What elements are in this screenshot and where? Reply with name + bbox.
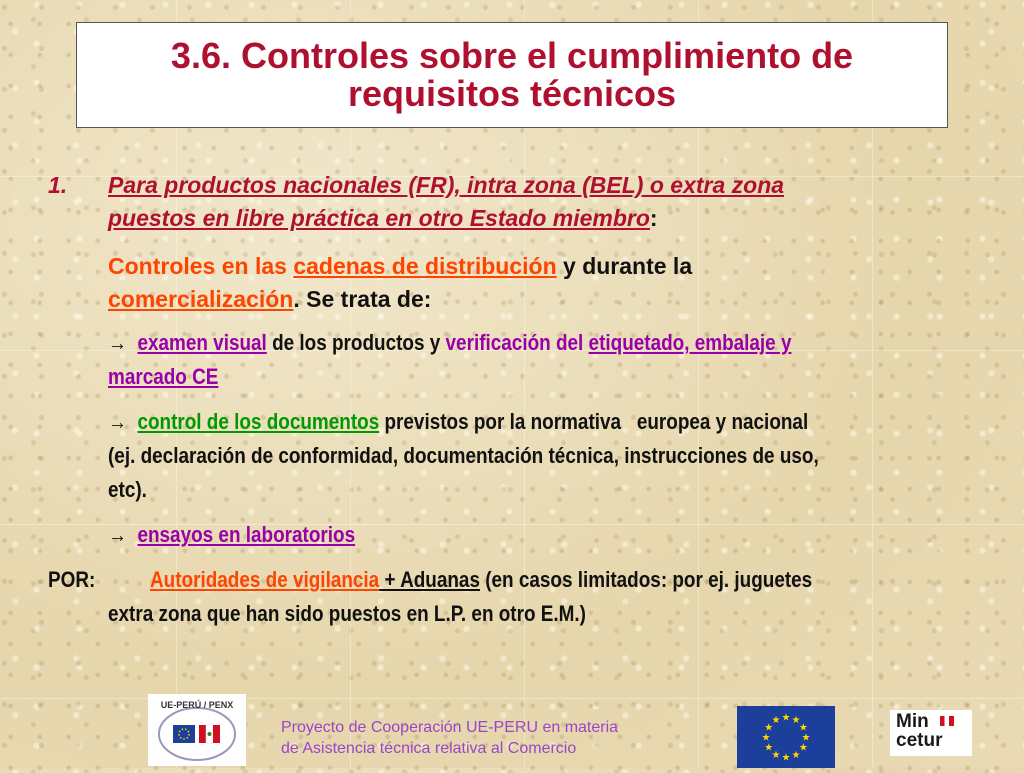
bullet-2-line-2: (ej. declaración de conformidad, documentación técnica, instrucciones de uso, [108, 443, 819, 468]
bullet-verificacion: verificación del [445, 330, 589, 355]
arrow-icon: → [108, 409, 127, 434]
bullet-2-line-1 [108, 409, 808, 435]
eu-star-icon: ★ [771, 749, 781, 761]
eu-flag [737, 706, 835, 768]
eu-star-icon: ★ [798, 722, 808, 734]
footer-project-text [281, 717, 618, 759]
controls-line-2 [108, 286, 431, 313]
mincetur-flag-icon [940, 716, 954, 726]
mincetur-logo [890, 710, 972, 756]
eu-star-icon: ★ [791, 715, 801, 727]
heading-colon: : [649, 205, 658, 231]
item-heading-line-1: Para productos nacionales (FR), intra zona (BEL) o extra zona [108, 172, 785, 198]
eu-star-icon: ★ [764, 722, 774, 734]
controls-mid: y durante la [556, 253, 693, 279]
bullet-control-documentos: control de los documentos [137, 409, 380, 434]
bullet-1-line-1 [108, 330, 791, 356]
heading-libre-practica: puestos en libre práctica [108, 205, 379, 231]
por-label: POR: [48, 567, 96, 592]
eu-star-icon: ★ [781, 752, 791, 764]
heading-otro-estado: en otro Estado miembro [378, 205, 650, 231]
eu-star-icon: ★ [764, 742, 774, 754]
mincetur-logo-line-2: cetur [896, 730, 943, 751]
ue-peru-logo-text: UE-PERÚ / PENX [160, 700, 234, 710]
item-number: 1. [48, 172, 68, 198]
eu-star-icon: ★ [761, 732, 771, 744]
bullet-ensayos: ensayos en laboratorios [137, 522, 356, 547]
por-autoridades: Autoridades de vigilancia [150, 567, 380, 592]
controls-comercializacion-link: comercialización [108, 286, 294, 312]
controls-suffix: . Se trata de: [293, 286, 432, 312]
slide-title-line-1: 3.6. Controles sobre el cumplimiento de [170, 35, 854, 76]
bullet-examen-visual: examen visual [137, 330, 267, 355]
por-parenthetical: (en casos limitados: por ej. juguetes [479, 567, 813, 592]
eu-star-icon: ★ [781, 712, 791, 724]
eu-star-icon: ★ [791, 749, 801, 761]
ue-peru-logo-icon [148, 694, 246, 766]
eu-stars-icon [737, 706, 835, 768]
eu-star-icon: ★ [798, 742, 808, 754]
footer-line-2: de Asistencia técnica relativa al Comercio [281, 740, 577, 757]
bullet-1-line-2: marcado CE [108, 364, 219, 389]
controls-prefix: Controles en las [108, 253, 294, 279]
eu-star-icon: ★ [771, 715, 781, 727]
por-aduanas: + Aduanas [379, 567, 480, 592]
bullet-1-text: de los productos y [266, 330, 446, 355]
controls-cadenas-link: cadenas de distribución [293, 253, 557, 279]
controls-line-1 [108, 253, 692, 280]
slide-title-line-2: requisitos técnicos [347, 73, 677, 114]
arrow-icon: → [108, 522, 127, 547]
por-line-1 [150, 567, 812, 593]
ue-peru-logo [148, 694, 246, 766]
item-heading-line-2 [108, 205, 658, 232]
mincetur-logo-line-1: Min [896, 711, 929, 732]
por-line-2: extra zona que han sido puestos en L.P. en otro E.M.) [108, 601, 586, 626]
eu-star-icon: ★ [801, 732, 811, 744]
bullet-2-text: previstos por la normativa europea y nacional [379, 409, 809, 434]
bullet-etiquetado: etiquetado, embalaje y [588, 330, 792, 355]
bullet-2-line-3: etc). [108, 477, 147, 502]
bullet-3-line-1 [108, 522, 355, 548]
arrow-icon: → [108, 330, 127, 355]
footer-line-1: Proyecto de Cooperación UE-PERU en materia [281, 719, 619, 736]
